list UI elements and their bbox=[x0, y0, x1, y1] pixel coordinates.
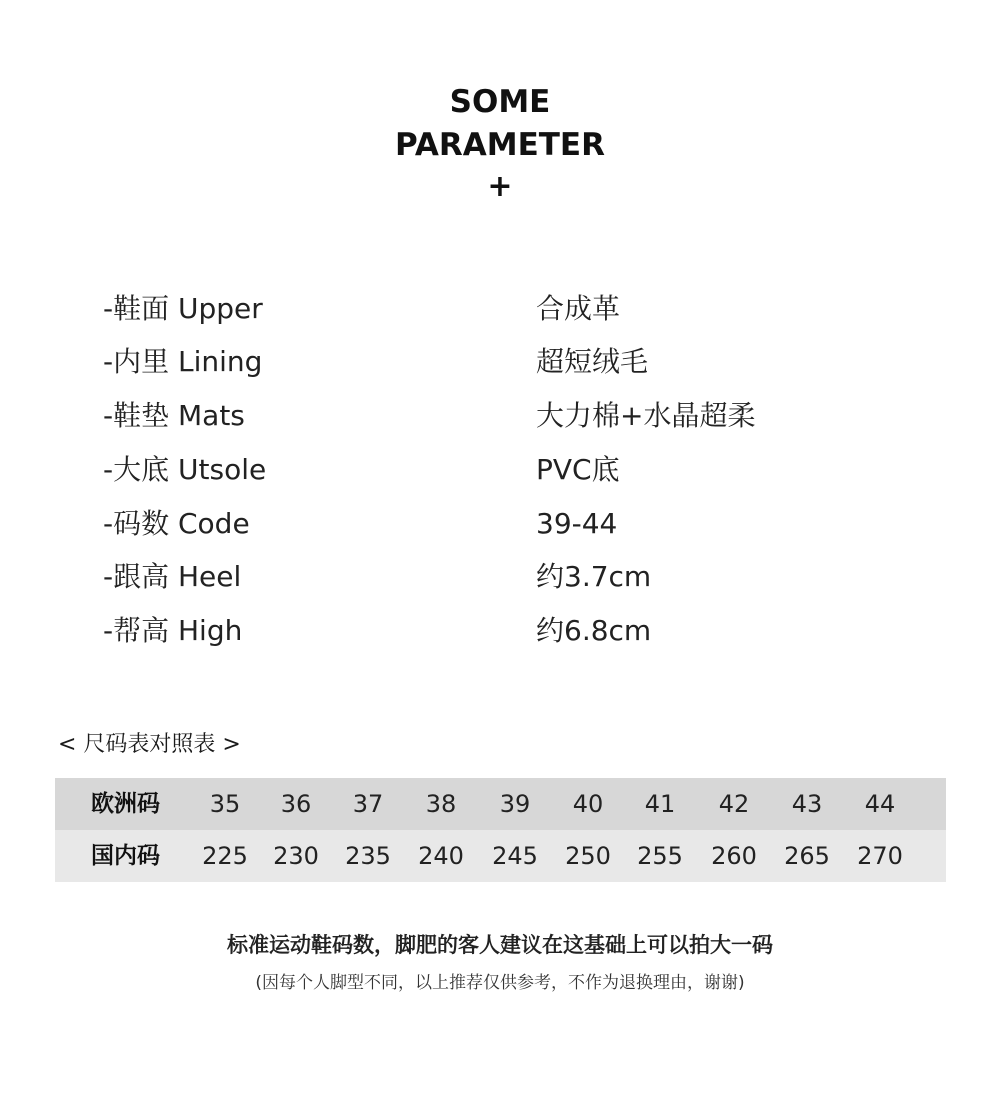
size-cell: 37 bbox=[352, 790, 384, 818]
param-value: 约3.7cm bbox=[536, 560, 652, 593]
size-cell: 265 bbox=[784, 842, 830, 870]
param-row-heel bbox=[0, 557, 1000, 597]
size-cell: 270 bbox=[857, 842, 903, 870]
size-row-label: 欧洲码 bbox=[91, 791, 160, 817]
size-cell: 235 bbox=[345, 842, 391, 870]
size-cell: 245 bbox=[492, 842, 538, 870]
param-row-upper bbox=[0, 289, 1000, 329]
param-value: 合成革 bbox=[536, 292, 621, 325]
param-label: -大底 Utsole bbox=[103, 453, 267, 486]
param-label: -码数 Code bbox=[103, 507, 250, 540]
size-cell: 42 bbox=[718, 790, 750, 818]
title-line-parameter: PARAMETER bbox=[395, 127, 605, 163]
size-row-cn bbox=[55, 830, 946, 882]
size-cell: 255 bbox=[637, 842, 683, 870]
param-row-lining bbox=[0, 342, 1000, 382]
size-cell: 38 bbox=[425, 790, 457, 818]
size-cell: 39 bbox=[499, 790, 531, 818]
param-label: -跟高 Heel bbox=[103, 560, 242, 593]
param-row-code bbox=[0, 504, 1000, 544]
size-cell: 36 bbox=[280, 790, 312, 818]
param-label: -鞋面 Upper bbox=[103, 292, 263, 325]
size-cell: 230 bbox=[273, 842, 319, 870]
param-label: -帮高 High bbox=[103, 614, 243, 647]
title-line-some: SOME bbox=[449, 84, 551, 120]
size-row-label: 国内码 bbox=[91, 843, 160, 869]
param-value: 39-44 bbox=[536, 507, 618, 540]
size-cell: 225 bbox=[202, 842, 248, 870]
size-cell: 41 bbox=[644, 790, 676, 818]
size-cell: 260 bbox=[711, 842, 757, 870]
param-value: PVC底 bbox=[536, 453, 620, 486]
size-disclaimer-note: (因每个人脚型不同，以上推荐仅供参考，不作为退换理由，谢谢) bbox=[255, 973, 745, 993]
size-cell: 40 bbox=[572, 790, 604, 818]
param-row-outsole bbox=[0, 450, 1000, 490]
size-cell: 240 bbox=[418, 842, 464, 870]
param-row-mats bbox=[0, 396, 1000, 436]
param-label: -内里 Lining bbox=[103, 345, 263, 378]
param-value: 约6.8cm bbox=[536, 614, 652, 647]
size-advice-note: 标准运动鞋码数，脚肥的客人建议在这基础上可以拍大一码 bbox=[227, 933, 773, 957]
param-row-high bbox=[0, 611, 1000, 651]
size-cell: 35 bbox=[209, 790, 241, 818]
param-label: -鞋垫 Mats bbox=[103, 399, 245, 432]
size-chart-heading: < 尺码表对照表 > bbox=[58, 732, 241, 757]
size-row-eu bbox=[55, 778, 946, 830]
size-cell: 43 bbox=[791, 790, 823, 818]
size-cell: 44 bbox=[864, 790, 896, 818]
size-cell: 250 bbox=[565, 842, 611, 870]
plus-icon: + bbox=[487, 169, 513, 204]
param-value: 超短绒毛 bbox=[536, 345, 649, 378]
param-value: 大力棉+水晶超柔 bbox=[536, 399, 756, 432]
size-chart-table bbox=[55, 778, 946, 882]
